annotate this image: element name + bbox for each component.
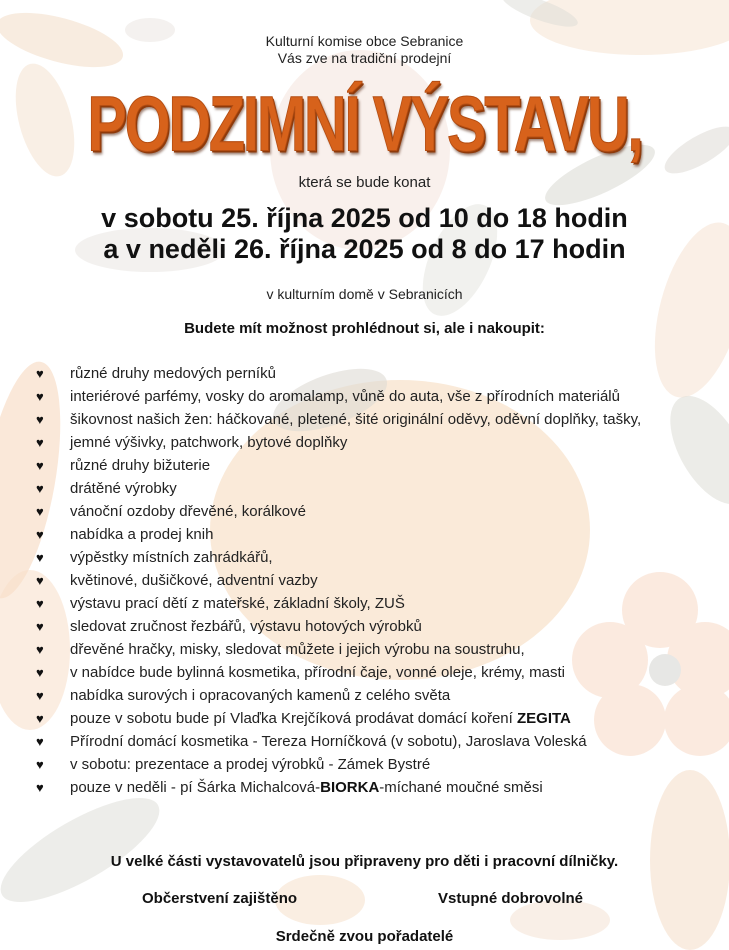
date-saturday: v sobotu 25. října 2025 od 10 do 18 hodin	[101, 203, 628, 233]
list-item-text: v nabídce bude bylinná kosmetika, přírodní čaje, vonné oleje, krémy, masti	[70, 664, 565, 681]
list-item-text: dřevěné hračky, misky, sledovat můžete i jejich výrobu na soustruhu,	[70, 641, 525, 658]
heart-bullet-icon: ♥	[36, 780, 44, 795]
list-item	[36, 756, 646, 774]
date-sunday: a v neděli 26. října 2025 od 8 do 17 hodin	[103, 234, 626, 264]
list-item	[36, 434, 646, 452]
heart-bullet-icon: ♥	[36, 688, 44, 703]
list-item-text-after: -míchané moučné směsi	[379, 779, 543, 796]
heart-bullet-icon: ♥	[36, 389, 44, 404]
heart-bullet-icon: ♥	[36, 366, 44, 381]
event-title: PODZIMNÍ VÝSTAVU,	[87, 80, 642, 168]
list-item	[36, 687, 646, 705]
list-item	[36, 710, 646, 728]
heart-bullet-icon: ♥	[36, 665, 44, 680]
list-item-text: vánoční ozdoby dřevěné, korálkové	[70, 503, 306, 520]
invite-text: Vás zve na tradiční prodejní	[277, 50, 452, 66]
list-item	[36, 388, 646, 406]
list-item	[36, 549, 646, 567]
list-item-text: pouze v neděli - pí Šárka Michalcová-	[70, 779, 321, 796]
workshop-note: U velké části vystavovatelů jsou připraveny pro děti i pracovní dílničky.	[110, 853, 619, 870]
list-item	[36, 365, 646, 383]
list-item-text: nabídka surových i opracovaných kamenů z celého světa	[70, 687, 451, 704]
heart-bullet-icon: ♥	[36, 642, 44, 657]
heart-bullet-icon: ♥	[36, 619, 44, 634]
list-item-text: jemné výšivky, patchwork, bytové doplňky	[70, 434, 348, 451]
list-item-text: sledovat zručnost řezbářů, výstavu hotových výrobků	[70, 618, 422, 635]
list-item-text: Přírodní domácí kosmetika - Tereza Horníčková (v sobotu), Jaroslava Voleská	[70, 733, 587, 750]
event-subtitle: která se bude konat	[298, 174, 431, 191]
heart-bullet-icon: ♥	[36, 435, 44, 450]
list-item	[36, 526, 646, 544]
list-item	[36, 457, 646, 475]
event-dates	[0, 203, 729, 265]
heart-bullet-icon: ♥	[36, 527, 44, 542]
header-organizer-block	[0, 33, 729, 67]
heart-bullet-icon: ♥	[36, 550, 44, 565]
list-item-text: výstavu prací dětí z mateřské, základní školy, ZUŠ	[70, 595, 405, 612]
list-item-text: interiérové parfémy, vosky do aromalamp, vůně do auta, vše z přírodních materiálů	[70, 388, 620, 405]
list-item-text: v sobotu: prezentace a prodej výrobků - Zámek Bystré	[70, 756, 431, 773]
heart-bullet-icon: ♥	[36, 504, 44, 519]
offer-list	[36, 365, 646, 802]
list-item-brand: ZEGITA	[516, 710, 571, 727]
list-item	[36, 733, 646, 751]
list-item-text: květinové, dušičkové, adventní vazby	[70, 572, 318, 589]
organizer-name: Kulturní komise obce Sebranice	[265, 33, 464, 49]
list-item-brand: BIORKA	[320, 779, 380, 796]
list-item	[36, 480, 646, 498]
list-item-text: výpěstky místních zahrádkářů,	[70, 549, 273, 566]
list-item	[36, 503, 646, 521]
list-item-text: drátěné výrobky	[70, 480, 177, 497]
list-item	[36, 779, 646, 797]
heart-bullet-icon: ♥	[36, 412, 44, 427]
list-item-text: pouze v sobotu bude pí Vlaďka Krejčíková prodávat domácí koření	[70, 710, 517, 727]
offer-intro: Budete mít možnost prohlédnout si, ale i nakoupit:	[184, 320, 545, 337]
event-venue: v kulturním domě v Sebranicích	[266, 286, 463, 302]
list-item-text: nabídka a prodej knih	[70, 526, 214, 543]
list-item	[36, 641, 646, 659]
list-item-text: různé druhy medových perníků	[70, 365, 276, 382]
list-item	[36, 664, 646, 682]
heart-bullet-icon: ♥	[36, 711, 44, 726]
heart-bullet-icon: ♥	[36, 481, 44, 496]
list-item-text: různé druhy bižuterie	[70, 457, 211, 474]
list-item	[36, 411, 646, 429]
heart-bullet-icon: ♥	[36, 458, 44, 473]
heart-bullet-icon: ♥	[36, 596, 44, 611]
list-item	[36, 618, 646, 636]
entry-fee-note: Vstupné dobrovolné	[438, 890, 584, 907]
list-item	[36, 572, 646, 590]
list-item-text: šikovnost našich žen: háčkované, pletené, šité originální oděvy, oděvní doplňky, tašky,	[70, 411, 642, 428]
heart-bullet-icon: ♥	[36, 734, 44, 749]
signoff: Srdečně zvou pořadatelé	[275, 928, 454, 945]
heart-bullet-icon: ♥	[36, 757, 44, 772]
refreshments-note: Občerstvení zajištěno	[142, 890, 298, 907]
list-item	[36, 595, 646, 613]
heart-bullet-icon: ♥	[36, 573, 44, 588]
